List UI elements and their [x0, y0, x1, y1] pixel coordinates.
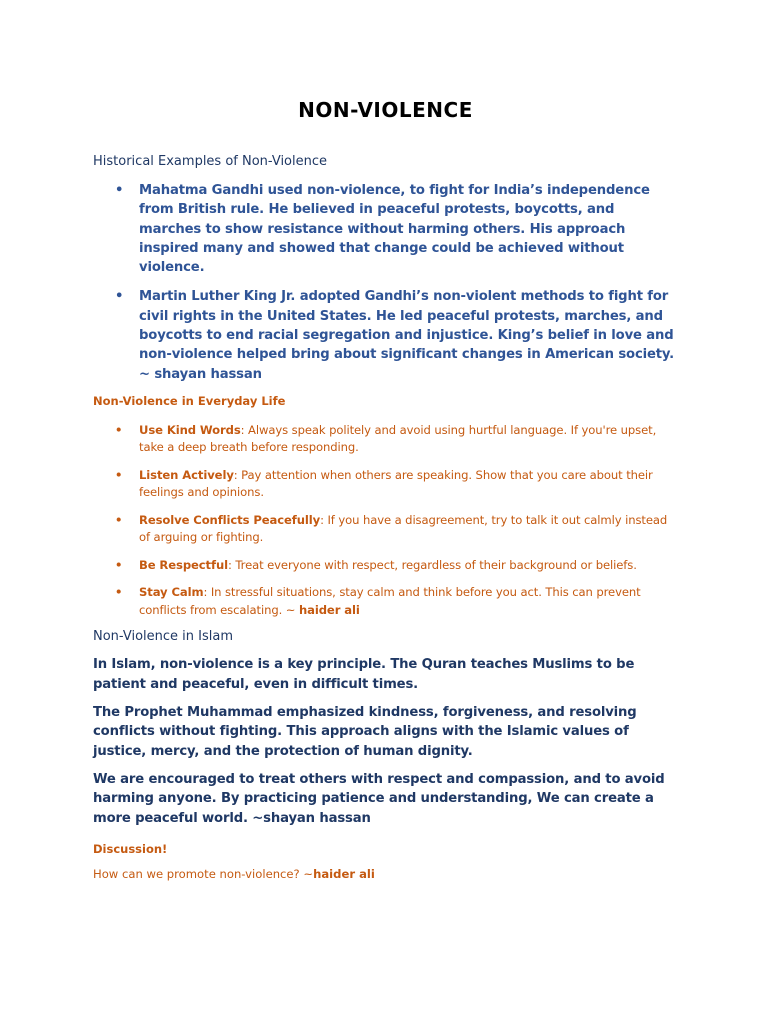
list-item-label: Be Respectful: [139, 557, 228, 572]
islam-paragraph: The Prophet Muhammad emphasized kindness, forgiveness, and resolving conflicts without fighting. This approach aligns with the Islamic values of justice, mercy, and the protection of human dignity.: [93, 705, 637, 759]
list-item-text: : Always speak politely and avoid using hurtful language. If you're upset, take a deep breath before responding.: [139, 422, 657, 455]
bullet-icon: •: [115, 422, 123, 437]
section-heading-islam: Non-Violence in Islam: [93, 629, 233, 645]
list-item-label: Use Kind Words: [139, 422, 241, 437]
discussion-author: haider ali: [313, 866, 375, 881]
discussion-question: [93, 866, 678, 883]
everyday-life-list: [93, 422, 678, 620]
bullet-icon: •: [115, 557, 123, 572]
list-item-text: : Treat everyone with respect, regardless of their background or beliefs.: [227, 557, 637, 572]
document-page: [93, 98, 678, 893]
bullet-icon: •: [115, 183, 124, 198]
list-item-text: Martin Luther King Jr. adopted Gandhi’s non-violent methods to fight for civil rights in the United States. He led peaceful protests, marches, and boycotts to end racial segregation and injustice. King’s belief in love and non-violence helped bring about significant changes in American society. ~ shayan hassan: [139, 289, 675, 382]
bullet-icon: •: [115, 512, 123, 527]
bullet-icon: •: [115, 289, 124, 305]
list-item: [93, 512, 678, 547]
list-item: [93, 422, 678, 457]
list-item-label: Stay Calm: [139, 585, 204, 600]
list-item-text: Mahatma Gandhi used non-violence, to fight for India’s independence from British rule. He believed in peaceful protests, boycotts, and marches to show resistance without harming others. His approach inspired many and showed that change could be achieved without violence.: [139, 183, 650, 276]
list-item: [93, 181, 678, 277]
list-item-text: : Pay attention when others are speaking. Show that you care about their feelings and opinions.: [139, 467, 653, 500]
list-item-author: haider ali: [298, 602, 360, 617]
list-item: [93, 584, 678, 619]
discussion-question-text: How can we promote non-violence? ~: [93, 866, 314, 881]
list-item: [93, 557, 678, 575]
list-item-text: : In stressful situations, stay calm and think before you act. This can prevent conflicts from escalating. ~: [139, 585, 641, 617]
list-item: [93, 287, 678, 383]
islam-paragraph: In Islam, non-violence is a key principle. The Quran teaches Muslims to be patient and peaceful, even in difficult times.: [93, 657, 635, 692]
list-item-label: Resolve Conflicts Peacefully: [139, 512, 321, 527]
list-item-label: Listen Actively: [139, 467, 234, 482]
historical-examples-list: [93, 181, 678, 384]
list-item-text: : If you have a disagreement, try to talk it out calmly instead of arguing or fighting.: [139, 512, 668, 545]
bullet-icon: •: [115, 467, 123, 482]
list-item: [93, 467, 678, 502]
section-heading-everyday: Non-Violence in Everyday Life: [93, 393, 286, 408]
islam-paragraph: We are encouraged to treat others with respect and compassion, and to avoid harming anyone. By practicing patience and understanding, We can create a more peaceful world. ~shayan hassan: [93, 771, 665, 826]
section-heading-discussion: Discussion!: [93, 841, 168, 856]
bullet-icon: •: [115, 585, 123, 600]
document-title: NON-VIOLENCE: [298, 98, 473, 122]
section-heading-historical: Historical Examples of Non-Violence: [93, 154, 328, 169]
